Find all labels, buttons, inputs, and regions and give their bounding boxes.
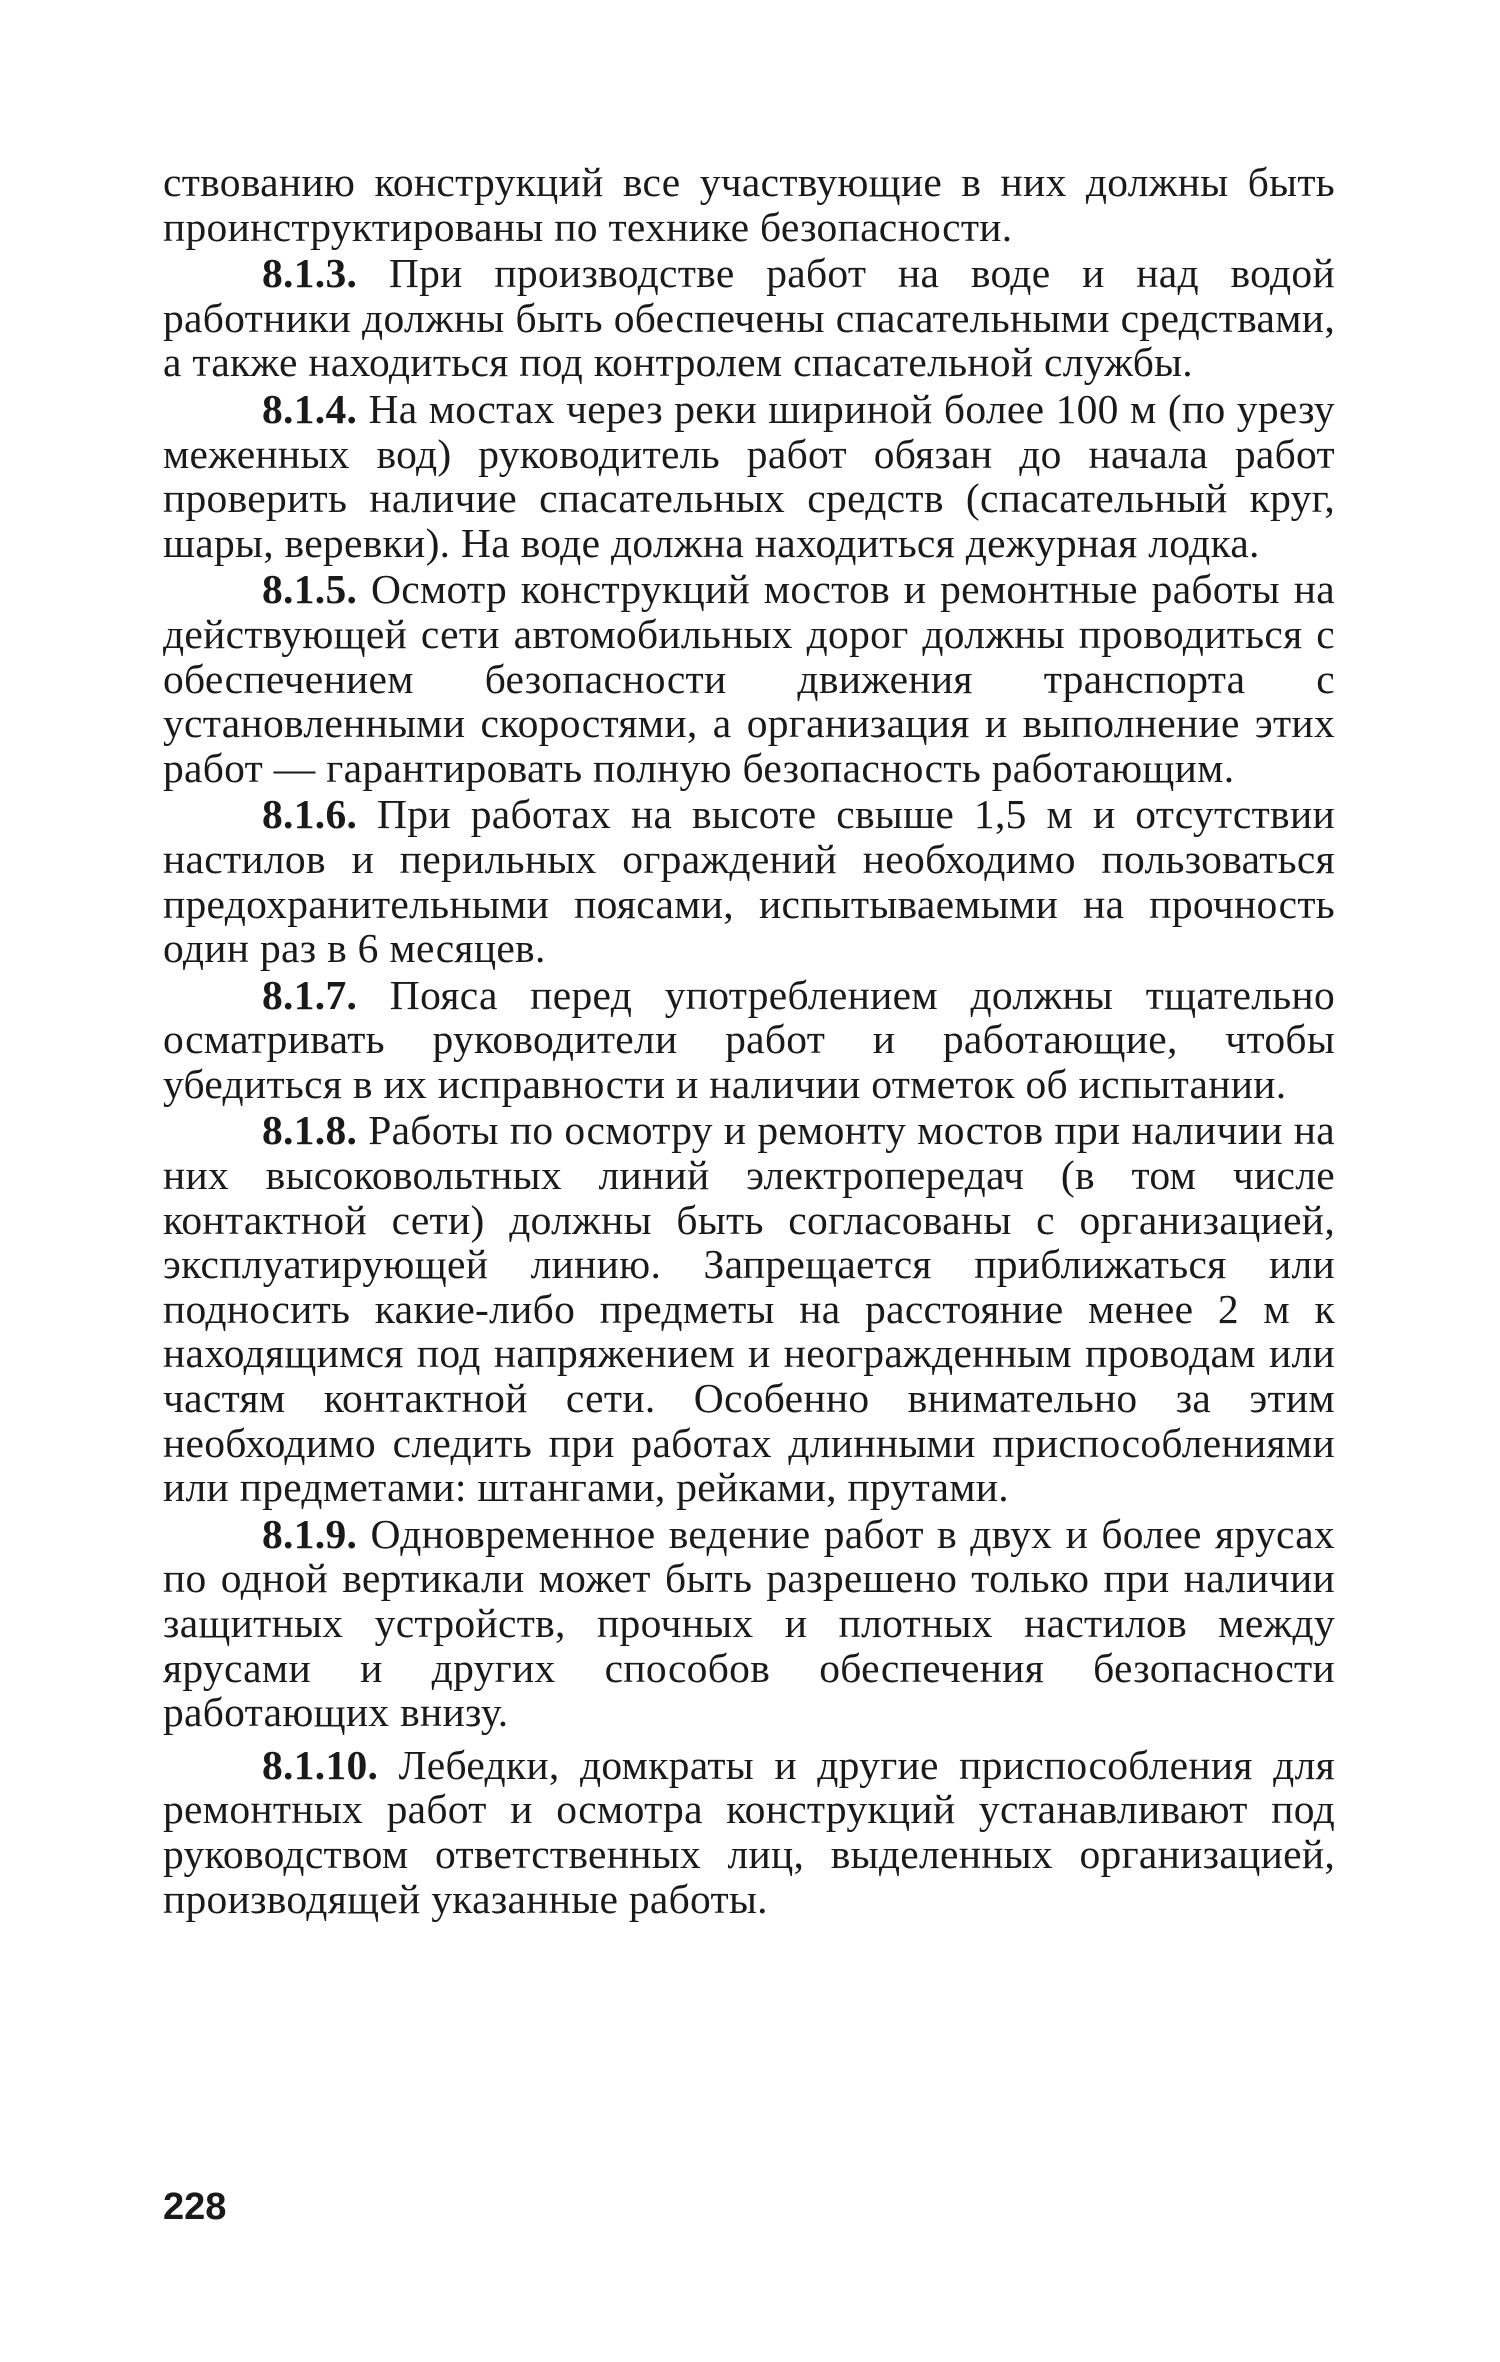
section-number: 8.1.6. bbox=[262, 791, 358, 838]
paragraph-8-1-4 bbox=[163, 387, 1335, 565]
paragraph-continuation bbox=[163, 160, 1335, 249]
paragraph-8-1-5 bbox=[163, 567, 1335, 790]
paragraph-text: Лебедки, домкраты и другие приспособления для ремонтных работ и осмотра конструкций устанавливают под руководством ответственных лиц, выделенных организацией, производящей указанные работы. bbox=[163, 1741, 1335, 1922]
section-number: 8.1.5. bbox=[262, 566, 358, 613]
paragraph-text: При производстве работ на воде и над водой работники должны быть обеспечены спасательными средствами, а также находиться под контролем спасательной службы. bbox=[163, 250, 1335, 386]
paragraph-text: ствованию конструкций все участвующие в них должны быть проинструктированы по технике безопасности. bbox=[163, 159, 1335, 250]
paragraph-text: Пояса перед употреблением должны тщательно осматривать руководители работ и работающие, чтобы убедиться в их исправности и наличии отметок об испытании. bbox=[163, 971, 1335, 1107]
page-number: 228 bbox=[163, 2186, 227, 2228]
paragraph-8-1-7 bbox=[163, 973, 1335, 1107]
section-number: 8.1.10. bbox=[262, 1741, 379, 1788]
paragraph-8-1-10 bbox=[163, 1743, 1335, 1921]
paragraph-text: На мостах через реки шириной более 100 м (по урезу меженных вод) руководитель работ обязан до начала работ проверить наличие спасательных средств (спасательный круг, шары, веревки). На воде должна находиться дежурная лодка. bbox=[163, 385, 1335, 566]
paragraph-8-1-9 bbox=[163, 1512, 1335, 1735]
paragraph-text: Одновременное ведение работ в двух и более ярусах по одной вертикали может быть разрешено только при наличии защитных устройств, прочных и плотных настилов между ярусами и других способов обеспечения безопасности работающих внизу. bbox=[163, 1510, 1335, 1736]
page-body bbox=[163, 160, 1335, 1923]
section-number: 8.1.8. bbox=[262, 1107, 358, 1154]
section-number: 8.1.7. bbox=[262, 971, 358, 1018]
paragraph-text: При работах на высоте свыше 1,5 м и отсутствии настилов и перильных ограждений необходимо пользоваться предохранительными поясами, испытываемыми на прочность один раз в 6 месяцев. bbox=[163, 791, 1335, 972]
section-number: 8.1.4. bbox=[262, 385, 358, 432]
section-number: 8.1.3. bbox=[262, 250, 358, 297]
paragraph-8-1-6 bbox=[163, 792, 1335, 970]
paragraph-text: Работы по осмотру и ремонту мостов при наличии на них высоковольтных линий электропередач (в том числе контактной сети) должны быть согласованы с организацией, эксплуатирующей линию. Запрещается приближаться или подносить какие-либо предметы на расстояние менее 2 м к находящимся под напряжением и неогражденным проводам или частям контактной сети. Особенно внимательно за этим необходимо следить при работах длинными приспособлениями или предметами: штангами, рейками, прутами. bbox=[163, 1107, 1335, 1511]
paragraph-8-1-3 bbox=[163, 251, 1335, 385]
paragraph-text: Осмотр конструкций мостов и ремонтные работы на действующей сети автомобильных дорог должны проводиться с обеспечением безопасности движения транспорта с установленными скоростями, а организация и выполнение этих работ — гарантировать полную безопасность работающим. bbox=[163, 566, 1335, 791]
paragraph-8-1-8 bbox=[163, 1108, 1335, 1509]
section-number: 8.1.9. bbox=[262, 1510, 358, 1557]
